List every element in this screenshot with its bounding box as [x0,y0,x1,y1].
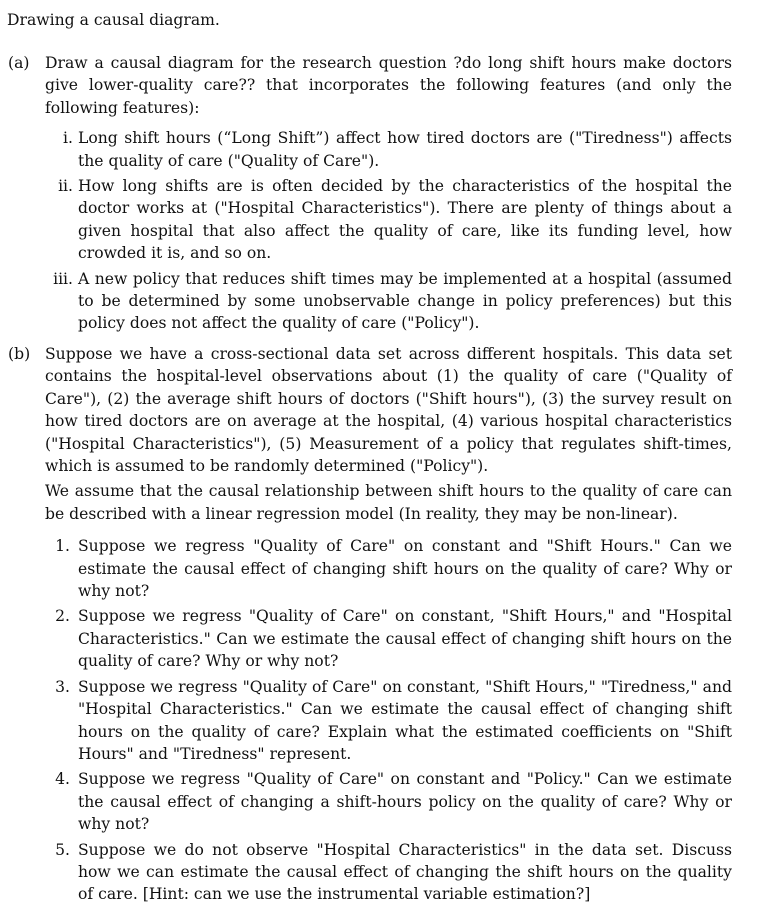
question-item [45,535,732,602]
part-a-item-label: ii. [58,177,73,196]
part-b-label: (b) [8,345,31,363]
question-item [45,839,732,906]
question-text: Suppose we regress "Quality of Care" on constant and "Policy." Can we estimate the causal effect of changing a shift-hours policy on the quality of care? Why or why not? [78,770,732,834]
question-number: 3. [55,677,70,696]
part-a-item-text: A new policy that reduces shift times may be implemented at a hospital (assumed to be determined by some unobservable change in policy preferences) but this policy does not affect the quality of care ("Policy"). [78,269,732,333]
part-b-intro: Suppose we have a cross-sectional data set across different hospitals. This data set contains the hospital-level observations about (1) the quality of care ("Quality of Care"), (2) the average shift hours of doctors ("Shift hours"), (3) the survey result on how tired doctors are on average at the hospital, (4) various hospital characteristics ("Hospital Characteristics"), (5) Measurement of a policy that regulates shift-times, which is assumed to be randomly determined ("Policy"). [45,345,732,476]
part-a-item [45,175,732,265]
question-text: Suppose we regress "Quality of Care" on constant, "Shift Hours," and "Hospital Characteristics." Can we estimate the causal effect of changing shift hours on the quality of care? Why or why not? [78,607,732,671]
question-item [45,676,732,766]
part-a-item [45,268,732,335]
part-a-item-text: How long shifts are is often decided by the characteristics of the hospital the doctor works at ("Hospital Characteristics"). There are plenty of things about a given hospital that also affect the quality of care, like its funding level, how crowded it is, and so on. [78,177,732,263]
question-item [45,768,732,835]
question-number: 4. [55,770,70,789]
question-text: Suppose we regress "Quality of Care" on constant, "Shift Hours," "Tiredness," and "Hospital Characteristics." Can we estimate the causal effect of changing shift hours on the quality of care? Explain what the estimated coefficients on "Shift Hours" and "Tiredness" represent. [78,677,732,763]
part-a-item-text: Long shift hours (“Long Shift”) affect how tired doctors are ("Tiredness") affects the quality of care ("Quality of Care"). [78,129,732,170]
part-a-item-label: i. [63,129,73,148]
question-item [45,605,732,672]
part-a-item-label: iii. [53,269,73,288]
part-b-assumption: We assume that the causal relationship between shift hours to the quality of care can be described with a linear regression model (In reality, they may be non-linear). [45,482,732,523]
part-a [8,52,732,335]
part-a-intro: Draw a causal diagram for the research question ?do long shift hours make doctors give lower-quality care?? that incorporates the following features (and only the following features): [45,54,732,117]
part-b [8,343,732,906]
question-number: 5. [55,840,70,859]
question-text: Suppose we regress "Quality of Care" on constant and "Shift Hours." Can we estimate the causal effect of changing shift hours on the quality of care? Why or why not? [78,537,732,601]
question-text: Suppose we do not observe "Hospital Characteristics" in the data set. Discuss how we can estimate the causal effect of changing the shift hours on the quality of care. [Hint: can we use the instrumental variable estimation?] [78,840,732,904]
part-a-item [45,127,732,172]
part-a-label: (a) [8,54,30,72]
question-number: 2. [55,607,70,626]
question-number: 1. [55,537,70,556]
document-title: Drawing a causal diagram. [7,11,220,29]
